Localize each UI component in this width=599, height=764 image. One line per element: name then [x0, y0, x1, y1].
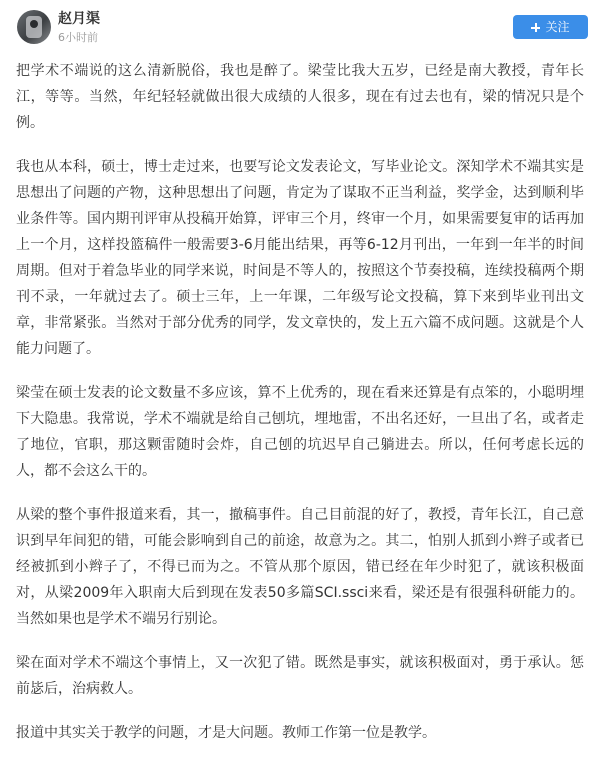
paragraph: 梁在面对学术不端这个事情上，又一次犯了错。既然是事实，就该积极面对，勇于承认。惩前毖后，治病救人。 [16, 655, 584, 697]
paragraph: 从梁的整个事件报道来看，其一，撤稿事件。自己目前混的好了，教授，青年长江，自己意识到早年间犯的错，可能会影响到自己的前途，故意为之。其二，怕别人抓到小辫子或者已经被抓到小辫子了，不得已而为之。不管从那个原因，错已经在年少时犯了，就该积极面对，从梁2009年入职南大后到现在发表50多篇SCI.ssci来看，梁还是有很强科研能力的。当然如果也是学术不端另行别论。 [16, 507, 584, 627]
timestamp: 6小时前 [58, 31, 98, 44]
paragraph: 梁莹在硕士发表的论文数量不多应该，算不上优秀的，现在看来还算是有点笨的，小聪明埋下大隐患。我常说，学术不端就是给自己刨坑，埋地雷，不出名还好，一旦出了名，或者走了地位，官职，那这颗雷随时会炸，自己刨的坑迟早自己躺进去。所以，任何考虑长远的人，都不会这么干的。 [16, 385, 584, 479]
post-header [0, 0, 599, 56]
paragraph: 我也从本科，硕士，博士走过来，也要写论文发表论文，写毕业论文。深知学术不端其实是思想出了问题的产物，这种思想出了问题，肯定为了谋取不正当利益，奖学金，达到顺利毕业条件等。国内期刊评审从投稿开始算，评审三个月，终审一个月，如果需要复审的话再加上一个月，这样投篮稿件一般需要3-6月能出结果，再等6-12月刊出，一年到一年半的时间周期。但对于着急毕业的同学来说，时间是不等人的，按照这个节奏投稿，连续投稿两个期刊不录，一年就过去了。硕士三年，上一年课，二年级写论文投稿，算下来到毕业刊出文章，非常紧张。当然对于部分优秀的同学，发文章快的，发上五六篇不成问题。这就是个人能力问题了。 [16, 159, 584, 357]
paragraph: 报道中其实关于教学的问题，才是大问题。教师工作第一位是教学。 [16, 725, 436, 741]
follow-label: 关注 [545, 20, 570, 34]
avatar[interactable] [17, 10, 51, 44]
follow-button[interactable] [513, 15, 588, 39]
post-body [16, 58, 584, 764]
username[interactable]: 赵月渠 [58, 11, 100, 27]
plus-icon [531, 23, 540, 32]
avatar-head [30, 20, 38, 28]
paragraph: 把学术不端说的这么清新脱俗，我也是醉了。梁莹比我大五岁，已经是南大教授，青年长江，等等。当然，年纪轻轻就做出很大成绩的人很多，现在有过去也有，梁的情况只是个例。 [16, 63, 584, 131]
